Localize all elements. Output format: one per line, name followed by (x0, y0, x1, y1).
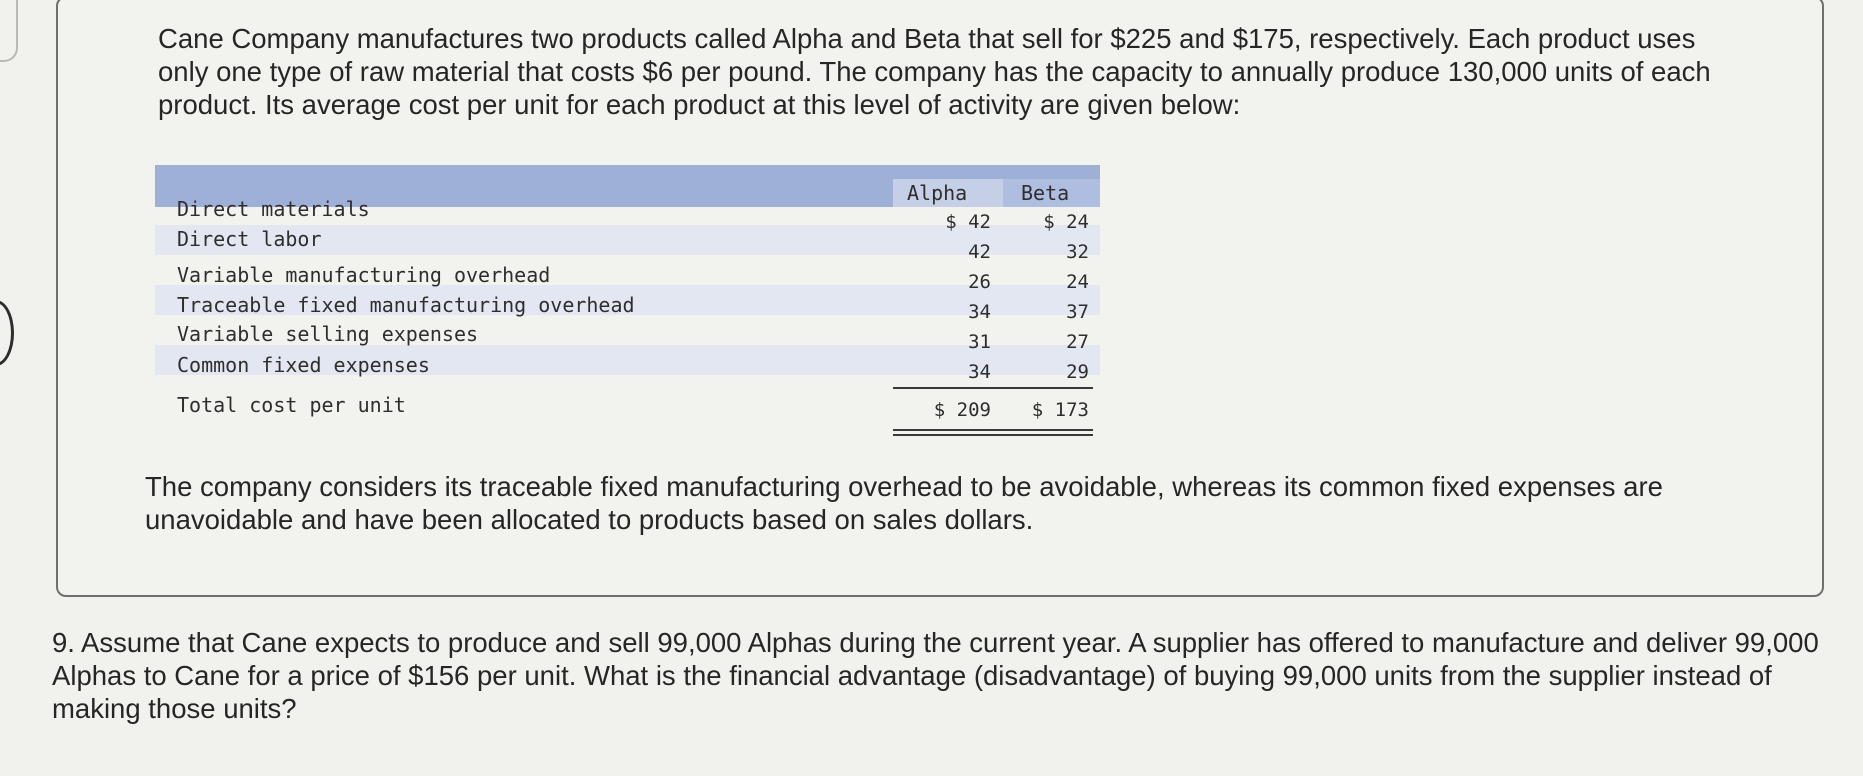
question-text: 9. Assume that Cane expects to produce and sell 99,000 Alphas during the current year. A supplier has offered to manufacture and deliver 99,000 Alphas to Cane for a price of $156 per unit. What is the financial advantage (disadvantage) of buying 99,000 units from the supplier instead of making those units? (52, 627, 1819, 724)
total-double-rule-top (893, 429, 1093, 431)
intro-paragraph: Cane Company manufactures two products called Alpha and Beta that sell for $225 and $175, respectively. Each product uses only one type of raw material that costs $6 per pound. The company has the capacity to annually produce 130,000 units of each product. Its average cost per unit for each product at this level of activity are given below: (158, 23, 1711, 120)
table-cell-alpha: 34 (968, 301, 991, 323)
cost-table (155, 165, 1100, 435)
table-cell-beta: 29 (1066, 361, 1089, 383)
total-double-rule-bottom (893, 434, 1093, 436)
table-cell-alpha: 42 (968, 241, 991, 263)
table-cell-beta: 24 (1066, 271, 1089, 293)
total-cell-beta: $ 173 (1031, 399, 1089, 421)
table-cell-beta: $ 24 (1043, 211, 1089, 233)
table-row-label: Direct materials (177, 197, 370, 221)
table-cell-alpha: 34 (968, 361, 991, 383)
subtotal-rule (893, 387, 1093, 389)
closing-paragraph: The company considers its traceable fixed manufacturing overhead to be avoidable, whereas its common fixed expenses are unavoidable and have been allocated to products based on sales dollars. (145, 471, 1663, 535)
total-row-label: Total cost per unit (177, 393, 406, 417)
column-header-alpha: Alpha (907, 181, 968, 205)
table-cell-alpha: 26 (968, 271, 991, 293)
page-edge-arc (0, 300, 14, 366)
table-row-label: Variable manufacturing overhead (177, 263, 551, 287)
table-cell-alpha: 31 (968, 331, 991, 353)
table-cell-beta: 27 (1066, 331, 1089, 353)
table-row-label: Direct labor (177, 227, 322, 251)
total-cell-alpha: $ 209 (933, 399, 991, 421)
table-row-label: Variable selling expenses (177, 322, 479, 346)
table-cell-beta: 37 (1066, 301, 1089, 323)
table-row-label: Traceable fixed manufacturing overhead (177, 293, 635, 317)
column-header-beta: Beta (1021, 181, 1070, 205)
table-cell-beta: 32 (1066, 241, 1089, 263)
page-edge-decoration (0, 0, 18, 62)
table-row-label: Common fixed expenses (177, 353, 430, 377)
table-cell-alpha: $ 42 (945, 211, 991, 233)
